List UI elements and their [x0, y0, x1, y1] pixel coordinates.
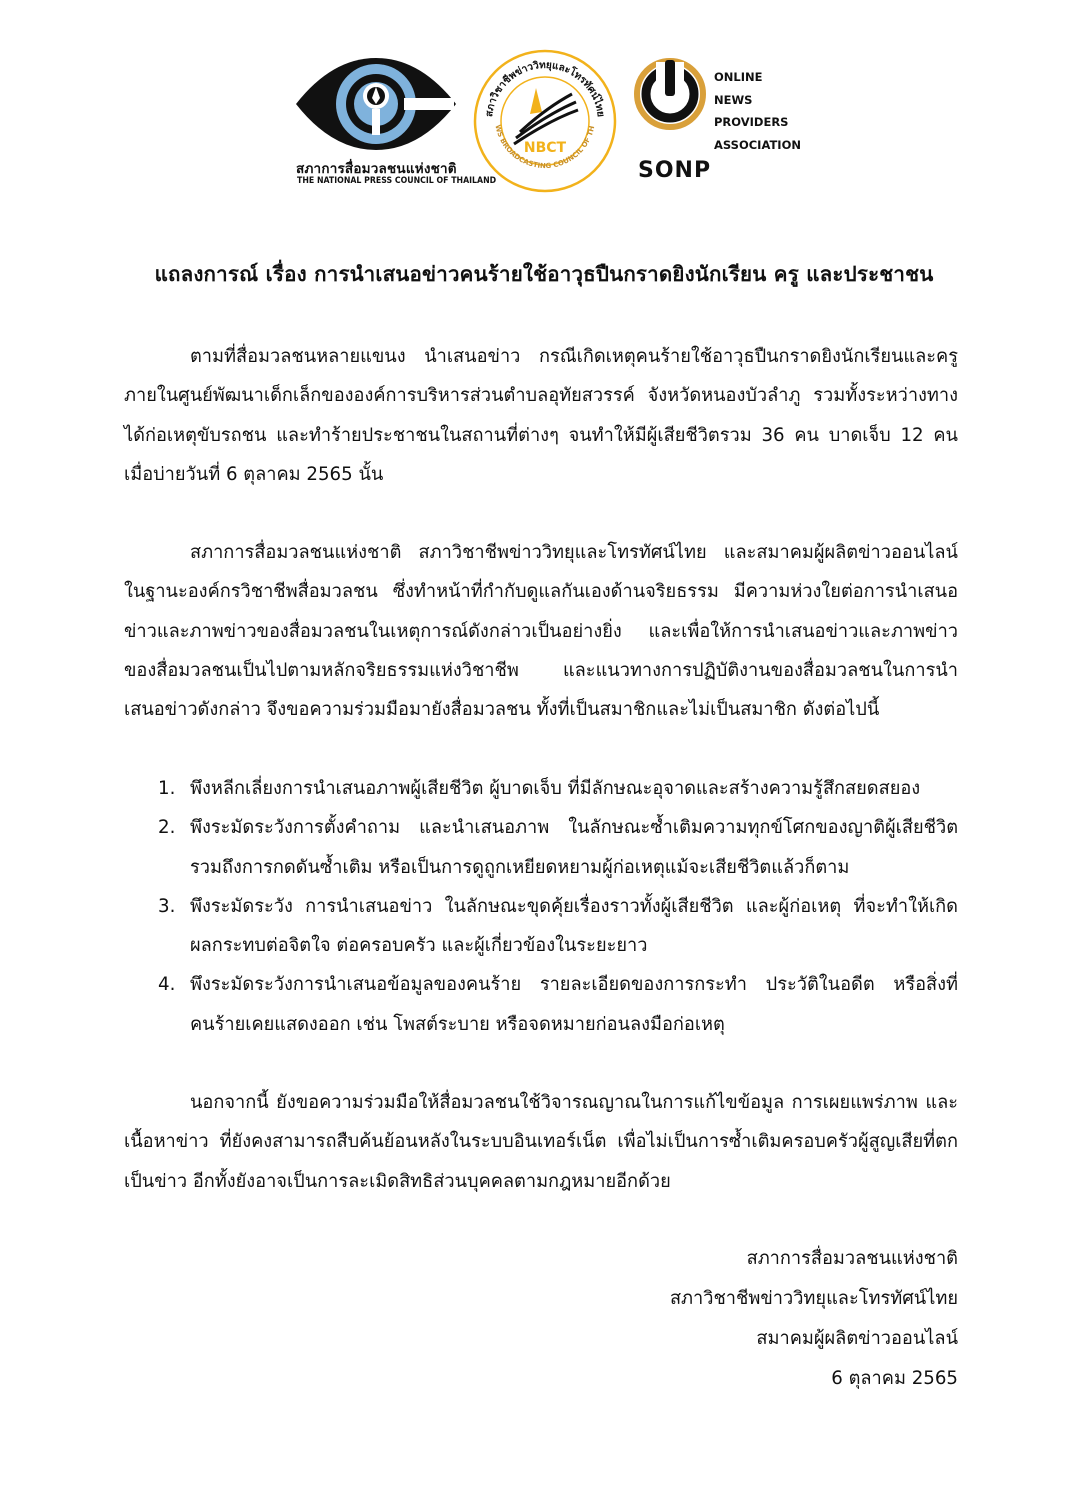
sonp-word-association: ASSOCIATION: [714, 137, 801, 152]
signature-date: 6 ตุลาคม 2565: [831, 1368, 958, 1389]
statement-title: แถลงการณ์ เรื่อง การนำเสนอข่าวคนร้ายใช้อาวุธปืนกราดยิงนักเรียน ครู และประชาชน: [154, 262, 934, 286]
paragraph-request: นอกจากนี้ ยังขอความร่วมมือให้สื่อมวลชนใช้วิจารณญาณในการแก้ไขข้อมูล การเผยแพร่ภาพ และเนื้อหาข่าว ที่ยังคงสามารถสืบค้นย้อนหลังในระบบอินเทอร์เน็ต เพื่อไม่เป็นการซ้ำเติมครอบครัวผู้สูญเสียที่ตกเป็นข่าว อีกทั้งยังอาจเป็นการละเมิดสิทธิส่วนบุคคลตามกฎหมายอีกด้วย: [124, 1092, 958, 1192]
nbct-arc-en: WS BROADCASTING COUNCIL OF TH: [493, 124, 597, 171]
list-item-text: พึงระมัดระวังการตั้งคำถาม และนำเสนอภาพ ในลักษณะซ้ำเติมความทุกข์โศกของญาติผู้เสียชีวิต รวมถึงการกดดันซ้ำเติม หรือเป็นการดูถูกเหยียดหยามผู้ก่อเหตุแม้จะเสียชีวิตแล้วก็ตาม: [190, 817, 958, 878]
sonp-word-providers: PROVIDERS: [714, 115, 789, 129]
sonp-word-news: NEWS: [714, 92, 753, 107]
eye-logo-icon: [292, 54, 460, 154]
list-item-text: พึงระมัดระวัง การนำเสนอข่าว ในลักษณะขุดคุ้ยเรื่องราวทั้งผู้เสียชีวิต และผู้ก่อเหตุ ที่จะทำให้เกิดผลกระทบต่อจิตใจ ต่อครอบครัว และผู้เกี่ยวข้องในระยะยาว: [190, 895, 958, 957]
signature-block: [670, 1239, 958, 1399]
npct-logo: [292, 54, 497, 194]
list-item-text: พึงหลีกเลี่ยงการนำเสนอภาพผู้เสียชีวิต ผู้บาดเจ็บ ที่มีลักษณะอุจาดและสร้างความรู้สึกสยดสยอง: [190, 778, 921, 799]
logo-bar: [292, 48, 812, 198]
sonp-abbr: SONP: [638, 158, 712, 183]
list-item-number: 2.: [158, 817, 176, 839]
list-item-text: พึงระมัดระวังการนำเสนอข้อมูลของคนร้าย รายละเอียดของการกระทำ ประวัติในอดีต หรือสิ่งที่คนร้ายเคยแสดงออก เช่น โพสต์ระบาย หรือจดหมายก่อนลงมือก่อเหตุ: [190, 974, 958, 1035]
list-item: [124, 965, 958, 1044]
guideline-list: [124, 769, 958, 1044]
signature-org-npct: สภาการสื่อมวลชนแห่งชาติ: [746, 1248, 958, 1269]
nbct-seal-icon: [472, 48, 618, 194]
paragraph-incident: ตามที่สื่อมวลชนหลายแขนง นำเสนอข่าว กรณีเกิดเหตุคนร้ายใช้อาวุธปืนกราดยิงนักเรียนและครู ภายในศูนย์พัฒนาเด็กเล็กขององค์การบริหารส่วนตำบลอุทัยสวรรค์ จังหวัดหนองบัวลำภู รวมทั้งระหว่างทาง ได้ก่อเหตุขับรถชน และทำร้ายประชาชนในสถานที่ต่างๆ จนทำให้มีผู้เสียชีวิตรวม 36 คน บาดเจ็บ 12 คน เมื่อบ่ายวันที่ 6 ตุลาคม 2565 นั้น: [124, 346, 958, 485]
sonp-words: [714, 66, 801, 156]
list-item: [124, 769, 958, 808]
npct-name-en: THE NATIONAL PRESS COUNCIL OF THAILAND: [297, 176, 497, 186]
signature-org-nbct: สภาวิชาชีพข่าววิทยุและโทรทัศน์ไทย: [669, 1288, 958, 1309]
list-item-number: 4.: [158, 974, 176, 996]
nbct-arc-th: สภาวิชาชีพข่าววิทยุและโทรทัศน์ไทย: [484, 59, 606, 118]
list-item: [124, 808, 958, 887]
paragraph-concern: สภาการสื่อมวลชนแห่งชาติ สภาวิชาชีพข่าววิทยุและโทรทัศน์ไทย และสมาคมผู้ผลิตข่าวออนไลน์ ในฐานะองค์กรวิชาชีพสื่อมวลชน ซึ่งทำหน้าที่กำกับดูแลกันเองด้านจริยธรรม มีความห่วงใยต่อการนำเสนอข่าวและภาพข่าวของสื่อมวลชนในเหตุการณ์ดังกล่าวเป็นอย่างยิ่ง และเพื่อให้การนำเสนอข่าวและภาพข่าวของสื่อมวลชนเป็นไปตามหลักจริยธรรมแห่งวิชาชีพ และแนวทางการปฏิบัติงานของสื่อมวลชนในการนำเสนอข่าวดังกล่าว จึงขอความร่วมมือมายังสื่อมวลชน ทั้งที่เป็นสมาชิกและไม่เป็นสมาชิก ดังต่อไปนี้: [124, 542, 958, 721]
list-item-number: 3.: [158, 895, 176, 917]
list-item: [124, 887, 958, 966]
list-item-number: 1.: [158, 778, 176, 799]
sonp-word-online: ONLINE: [714, 70, 763, 84]
sonp-logo: [632, 54, 812, 194]
power-button-icon: [632, 54, 708, 154]
nbct-abbr: NBCT: [523, 140, 567, 156]
npct-name-th: สภาการสื่อมวลชนแห่งชาติ: [296, 161, 457, 177]
signature-org-sonp: สมาคมผู้ผลิตข่าวออนไลน์: [756, 1328, 958, 1349]
nbct-logo: [472, 48, 618, 194]
